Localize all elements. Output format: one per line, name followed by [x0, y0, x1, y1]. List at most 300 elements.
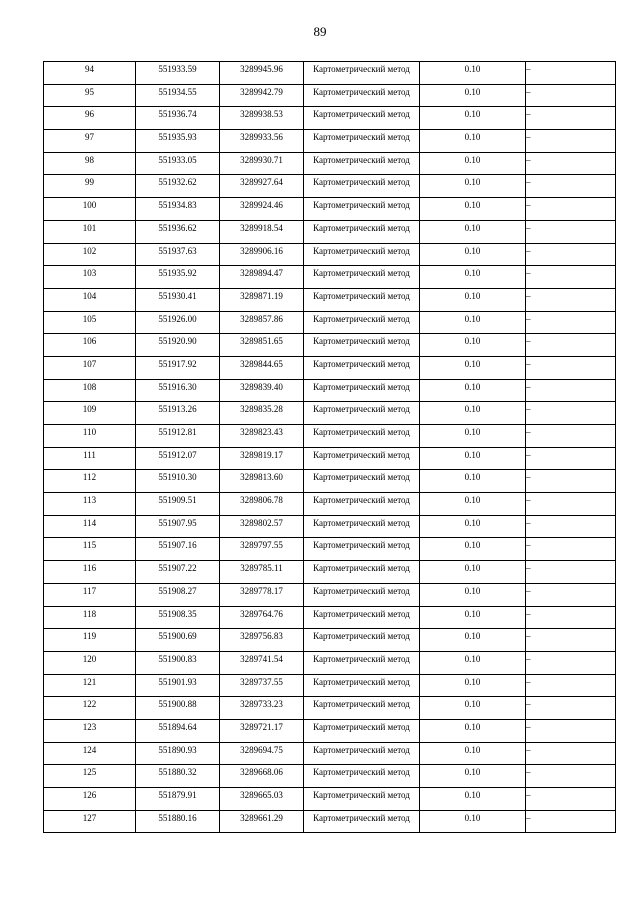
coordinate-x-cell-text: 551890.93 — [158, 744, 197, 755]
method-cell-text: Картометрический метод — [313, 563, 410, 574]
table-row — [44, 402, 616, 425]
table-row — [44, 311, 616, 334]
coordinate-y-cell-text: 3289733.23 — [240, 699, 283, 710]
coordinate-x-cell — [136, 697, 220, 720]
point-number-cell-text: 94 — [85, 64, 94, 74]
coordinate-y-cell-text: 3289665.03 — [240, 790, 283, 800]
coordinate-x-cell — [136, 198, 220, 221]
accuracy-cell-text: 0.10 — [464, 427, 481, 437]
coordinate-y-cell-text: 3289823.43 — [240, 427, 283, 437]
point-number-cell-text: 126 — [82, 790, 97, 800]
point-number-cell — [44, 198, 136, 221]
coordinate-y-cell — [220, 674, 304, 697]
note-cell — [526, 356, 616, 379]
point-number-cell-text: 112 — [82, 472, 97, 483]
accuracy-cell-text: 0.10 — [464, 449, 481, 460]
point-number-cell — [44, 379, 136, 402]
coordinate-x-cell — [136, 356, 220, 379]
table-row — [44, 356, 616, 379]
coordinate-x-cell-text: 551913.26 — [158, 404, 197, 415]
method-cell-text: Картометрический метод — [313, 653, 410, 664]
coordinate-y-cell — [220, 107, 304, 130]
coordinate-x-cell — [136, 425, 220, 448]
method-cell-text: Картометрический метод — [313, 427, 410, 437]
method-cell — [304, 629, 420, 652]
coordinate-y-cell-text: 3289930.71 — [240, 154, 283, 165]
coordinate-x-cell-text: 551910.30 — [158, 472, 197, 483]
method-cell — [304, 198, 420, 221]
accuracy-cell — [420, 788, 526, 811]
point-number-cell-text: 124 — [82, 744, 97, 755]
accuracy-cell-text: 0.10 — [464, 222, 481, 233]
coordinate-x-cell — [136, 629, 220, 652]
method-cell — [304, 742, 420, 765]
coordinate-y-cell — [220, 561, 304, 584]
point-number-cell-text: 115 — [82, 540, 97, 551]
coordinate-y-cell — [220, 810, 304, 833]
coordinate-y-cell — [220, 583, 304, 606]
note-cell — [526, 515, 616, 538]
point-number-cell — [44, 402, 136, 425]
table-row — [44, 697, 616, 720]
coordinate-x-cell-text: 551909.51 — [158, 495, 197, 506]
point-number-cell-text: 101 — [82, 222, 97, 233]
accuracy-cell — [420, 107, 526, 130]
note-cell-text: – — [526, 132, 531, 143]
note-cell-text: – — [526, 790, 531, 800]
point-number-cell-text: 114 — [82, 517, 97, 528]
point-number-cell — [44, 470, 136, 493]
method-cell — [304, 356, 420, 379]
point-number-cell-text: 113 — [82, 495, 97, 506]
table-row — [44, 447, 616, 470]
coordinate-y-cell-text: 3289835.28 — [240, 404, 283, 415]
point-number-cell-text: 125 — [82, 767, 97, 778]
table-row — [44, 538, 616, 561]
accuracy-cell — [420, 674, 526, 697]
coordinate-x-cell-text: 551917.92 — [158, 358, 197, 369]
coordinate-x-cell — [136, 84, 220, 107]
note-cell — [526, 175, 616, 198]
method-cell-text: Картометрический метод — [313, 812, 410, 823]
method-cell-text: Картометрический метод — [313, 631, 410, 642]
coordinate-y-cell — [220, 629, 304, 652]
coordinate-y-cell-text: 3289851.65 — [240, 336, 283, 347]
table-row — [44, 220, 616, 243]
coordinates-table — [43, 61, 616, 833]
note-cell — [526, 561, 616, 584]
accuracy-cell — [420, 629, 526, 652]
coordinate-y-cell-text: 3289924.46 — [240, 200, 283, 211]
method-cell — [304, 152, 420, 175]
point-number-cell-text: 107 — [82, 358, 97, 369]
coordinate-x-cell — [136, 243, 220, 266]
coordinate-x-cell-text: 551912.81 — [158, 427, 197, 437]
coordinate-x-cell-text: 551916.30 — [158, 381, 197, 392]
method-cell-text: Картометрический метод — [313, 336, 410, 347]
coordinate-y-cell-text: 3289721.17 — [240, 721, 283, 732]
method-cell — [304, 515, 420, 538]
point-number-cell-text: 123 — [82, 721, 97, 732]
point-number-cell — [44, 425, 136, 448]
method-cell — [304, 130, 420, 153]
coordinate-x-cell — [136, 788, 220, 811]
coordinate-y-cell — [220, 379, 304, 402]
note-cell — [526, 697, 616, 720]
coordinate-y-cell — [220, 425, 304, 448]
point-number-cell-text: 118 — [82, 608, 97, 619]
method-cell-text: Картометрический метод — [313, 676, 410, 687]
coordinate-y-cell-text: 3289797.55 — [240, 540, 283, 551]
point-number-cell-text: 99 — [85, 177, 94, 188]
coordinate-y-cell-text: 3289942.79 — [240, 86, 283, 97]
coordinate-y-cell-text: 3289918.54 — [240, 222, 283, 233]
table-row — [44, 629, 616, 652]
coordinate-x-cell-text: 551880.32 — [158, 767, 197, 778]
method-cell-text: Картометрический метод — [313, 744, 410, 755]
coordinate-x-cell — [136, 742, 220, 765]
note-cell — [526, 583, 616, 606]
accuracy-cell — [420, 356, 526, 379]
method-cell — [304, 810, 420, 833]
point-number-cell — [44, 810, 136, 833]
point-number-cell — [44, 561, 136, 584]
note-cell — [526, 606, 616, 629]
coordinate-y-cell — [220, 493, 304, 516]
accuracy-cell-text: 0.10 — [464, 495, 481, 506]
point-number-cell-text: 105 — [82, 313, 97, 324]
coordinate-y-cell-text: 3289945.96 — [240, 64, 283, 74]
method-cell — [304, 379, 420, 402]
accuracy-cell — [420, 425, 526, 448]
accuracy-cell — [420, 379, 526, 402]
coordinate-y-cell — [220, 220, 304, 243]
point-number-cell — [44, 651, 136, 674]
accuracy-cell-text: 0.10 — [464, 721, 481, 732]
note-cell — [526, 425, 616, 448]
point-number-cell — [44, 447, 136, 470]
coordinate-x-cell-text: 551930.41 — [158, 290, 197, 301]
method-cell — [304, 334, 420, 357]
point-number-cell-text: 106 — [82, 336, 97, 347]
coordinate-y-cell — [220, 719, 304, 742]
coordinate-y-cell-text: 3289857.86 — [240, 313, 283, 324]
point-number-cell — [44, 356, 136, 379]
method-cell-text: Картометрический метод — [313, 721, 410, 732]
point-number-cell — [44, 515, 136, 538]
coordinate-x-cell — [136, 447, 220, 470]
method-cell-text: Картометрический метод — [313, 608, 410, 619]
note-cell — [526, 402, 616, 425]
accuracy-cell — [420, 62, 526, 85]
accuracy-cell-text: 0.10 — [464, 86, 481, 97]
table-row — [44, 288, 616, 311]
note-cell-text: – — [526, 268, 531, 279]
note-cell — [526, 674, 616, 697]
coordinate-y-cell — [220, 334, 304, 357]
coordinate-x-cell — [136, 651, 220, 674]
method-cell-text: Картометрический метод — [313, 767, 410, 778]
accuracy-cell — [420, 288, 526, 311]
note-cell — [526, 719, 616, 742]
coordinate-y-cell-text: 3289894.47 — [240, 268, 283, 279]
method-cell — [304, 107, 420, 130]
accuracy-cell — [420, 765, 526, 788]
note-cell-text: – — [526, 64, 531, 74]
note-cell-text: – — [526, 290, 531, 301]
method-cell-text: Картометрический метод — [313, 449, 410, 460]
table-row — [44, 470, 616, 493]
method-cell-text: Картометрический метод — [313, 540, 410, 551]
coordinate-x-cell — [136, 515, 220, 538]
point-number-cell — [44, 220, 136, 243]
point-number-cell-text: 111 — [83, 449, 96, 460]
note-cell-text: – — [526, 653, 531, 664]
table-row — [44, 719, 616, 742]
method-cell-text: Картометрический метод — [313, 495, 410, 506]
method-cell-text: Картометрический метод — [313, 290, 410, 301]
table-row — [44, 243, 616, 266]
accuracy-cell-text: 0.10 — [464, 631, 481, 642]
point-number-cell-text: 116 — [82, 563, 97, 574]
accuracy-cell — [420, 220, 526, 243]
note-cell — [526, 470, 616, 493]
coordinate-y-cell — [220, 447, 304, 470]
accuracy-cell — [420, 651, 526, 674]
accuracy-cell — [420, 719, 526, 742]
accuracy-cell — [420, 538, 526, 561]
note-cell-text: – — [526, 540, 531, 551]
coordinate-y-cell — [220, 175, 304, 198]
note-cell-text: – — [526, 699, 531, 710]
coordinate-x-cell — [136, 266, 220, 289]
coordinate-y-cell — [220, 198, 304, 221]
note-cell-text: – — [526, 449, 531, 460]
method-cell-text: Картометрический метод — [313, 472, 410, 483]
method-cell-text: Картометрический метод — [313, 381, 410, 392]
table-row — [44, 107, 616, 130]
coordinate-x-cell-text: 551936.62 — [158, 222, 197, 233]
point-number-cell — [44, 130, 136, 153]
coordinate-x-cell-text: 551908.27 — [158, 585, 197, 596]
coordinate-y-cell-text: 3289927.64 — [240, 177, 283, 188]
coordinate-y-cell-text: 3289933.56 — [240, 132, 283, 143]
accuracy-cell-text: 0.10 — [464, 699, 481, 710]
method-cell-text: Картометрический метод — [313, 404, 410, 415]
coordinate-y-cell-text: 3289819.17 — [240, 449, 283, 460]
coordinate-x-cell-text: 551880.16 — [158, 812, 197, 823]
note-cell-text: – — [526, 744, 531, 755]
method-cell-text: Картометрический метод — [313, 177, 410, 188]
table-row — [44, 175, 616, 198]
note-cell-text: – — [526, 585, 531, 596]
coordinate-y-cell — [220, 152, 304, 175]
coordinate-y-cell-text: 3289938.53 — [240, 109, 283, 120]
note-cell-text: – — [526, 177, 531, 188]
method-cell-text: Картометрический метод — [313, 200, 410, 211]
method-cell — [304, 788, 420, 811]
point-number-cell-text: 109 — [82, 404, 97, 415]
point-number-cell — [44, 62, 136, 85]
coordinate-y-cell — [220, 788, 304, 811]
note-cell-text: – — [526, 245, 531, 256]
point-number-cell — [44, 266, 136, 289]
coordinate-x-cell-text: 551936.74 — [158, 109, 197, 120]
method-cell-text: Картометрический метод — [313, 86, 410, 97]
note-cell-text: – — [526, 154, 531, 165]
method-cell-text: Картометрический метод — [313, 358, 410, 369]
accuracy-cell-text: 0.10 — [464, 676, 481, 687]
coordinate-x-cell — [136, 288, 220, 311]
point-number-cell-text: 117 — [82, 585, 97, 596]
method-cell-text: Картометрический метод — [313, 154, 410, 165]
method-cell-text: Картометрический метод — [313, 585, 410, 596]
point-number-cell — [44, 288, 136, 311]
point-number-cell-text: 97 — [85, 132, 94, 143]
accuracy-cell-text: 0.10 — [464, 653, 481, 664]
point-number-cell-text: 102 — [82, 245, 97, 256]
point-number-cell — [44, 84, 136, 107]
note-cell-text: – — [526, 812, 531, 823]
coordinate-y-cell-text: 3289806.78 — [240, 495, 283, 506]
point-number-cell — [44, 334, 136, 357]
coordinate-x-cell-text: 551937.63 — [158, 245, 197, 256]
coordinate-x-cell — [136, 379, 220, 402]
note-cell-text: – — [526, 404, 531, 415]
accuracy-cell-text: 0.10 — [464, 132, 481, 143]
method-cell — [304, 243, 420, 266]
method-cell — [304, 84, 420, 107]
coordinate-x-cell-text: 551933.05 — [158, 154, 197, 165]
method-cell — [304, 425, 420, 448]
accuracy-cell — [420, 175, 526, 198]
note-cell — [526, 765, 616, 788]
coordinate-y-cell-text: 3289802.57 — [240, 517, 283, 528]
note-cell — [526, 243, 616, 266]
coordinate-y-cell — [220, 243, 304, 266]
accuracy-cell — [420, 130, 526, 153]
coordinate-x-cell-text: 551920.90 — [158, 336, 197, 347]
coordinate-x-cell — [136, 62, 220, 85]
note-cell — [526, 493, 616, 516]
method-cell — [304, 447, 420, 470]
accuracy-cell-text: 0.10 — [464, 245, 481, 256]
accuracy-cell-text: 0.10 — [464, 404, 481, 415]
method-cell-text: Картометрический метод — [313, 222, 410, 233]
note-cell — [526, 152, 616, 175]
coordinate-x-cell — [136, 561, 220, 584]
method-cell — [304, 765, 420, 788]
coordinate-y-cell-text: 3289785.11 — [240, 563, 283, 574]
point-number-cell-text: 120 — [82, 653, 97, 664]
coordinate-x-cell-text: 551900.69 — [158, 631, 197, 642]
accuracy-cell-text: 0.10 — [464, 812, 481, 823]
note-cell-text: – — [526, 200, 531, 211]
point-number-cell — [44, 493, 136, 516]
method-cell-text: Картометрический метод — [313, 313, 410, 324]
method-cell — [304, 719, 420, 742]
accuracy-cell — [420, 561, 526, 584]
point-number-cell-text: 104 — [82, 290, 97, 301]
coordinate-x-cell-text: 551912.07 — [158, 449, 197, 460]
coordinate-y-cell — [220, 765, 304, 788]
coordinate-x-cell-text: 551900.83 — [158, 653, 197, 664]
coordinate-x-cell-text: 551907.95 — [158, 517, 197, 528]
method-cell — [304, 470, 420, 493]
coordinate-x-cell — [136, 493, 220, 516]
coordinate-x-cell — [136, 220, 220, 243]
coordinate-y-cell-text: 3289906.16 — [240, 245, 283, 256]
point-number-cell-text: 95 — [85, 86, 94, 97]
accuracy-cell — [420, 493, 526, 516]
table-row — [44, 742, 616, 765]
note-cell — [526, 810, 616, 833]
coordinate-x-cell-text: 551926.00 — [158, 313, 197, 324]
method-cell — [304, 493, 420, 516]
coordinate-x-cell — [136, 583, 220, 606]
note-cell-text: – — [526, 676, 531, 687]
coordinate-y-cell — [220, 606, 304, 629]
accuracy-cell-text: 0.10 — [464, 154, 481, 165]
table-row — [44, 606, 616, 629]
note-cell-text: – — [526, 358, 531, 369]
point-number-cell-text: 98 — [85, 154, 94, 165]
note-cell-text: – — [526, 427, 531, 437]
coordinate-x-cell — [136, 719, 220, 742]
table-row — [44, 674, 616, 697]
point-number-cell — [44, 697, 136, 720]
coordinate-x-cell — [136, 152, 220, 175]
table-row — [44, 130, 616, 153]
method-cell — [304, 651, 420, 674]
coordinate-y-cell-text: 3289756.83 — [240, 631, 283, 642]
point-number-cell-text: 100 — [82, 200, 97, 211]
coordinate-y-cell-text: 3289764.76 — [240, 608, 283, 619]
method-cell — [304, 175, 420, 198]
accuracy-cell-text: 0.10 — [464, 268, 481, 279]
coordinate-y-cell-text: 3289844.65 — [240, 358, 283, 369]
coordinate-y-cell — [220, 742, 304, 765]
coordinate-y-cell — [220, 311, 304, 334]
accuracy-cell-text: 0.10 — [464, 472, 481, 483]
accuracy-cell — [420, 402, 526, 425]
note-cell — [526, 266, 616, 289]
accuracy-cell-text: 0.10 — [464, 540, 481, 551]
note-cell — [526, 538, 616, 561]
method-cell-text: Картометрический метод — [313, 64, 410, 74]
table-row — [44, 515, 616, 538]
note-cell — [526, 220, 616, 243]
coordinate-x-cell-text: 551935.93 — [158, 132, 197, 143]
accuracy-cell-text: 0.10 — [464, 744, 481, 755]
note-cell — [526, 288, 616, 311]
accuracy-cell-text: 0.10 — [464, 517, 481, 528]
method-cell-text: Картометрический метод — [313, 268, 410, 279]
accuracy-cell-text: 0.10 — [464, 200, 481, 211]
table-row — [44, 334, 616, 357]
coordinate-y-cell-text: 3289839.40 — [240, 381, 283, 392]
accuracy-cell — [420, 84, 526, 107]
method-cell-text: Картометрический метод — [313, 517, 410, 528]
accuracy-cell — [420, 742, 526, 765]
accuracy-cell — [420, 606, 526, 629]
coordinate-x-cell — [136, 606, 220, 629]
note-cell — [526, 84, 616, 107]
coordinate-x-cell-text: 551907.16 — [158, 540, 197, 551]
accuracy-cell-text: 0.10 — [464, 64, 481, 74]
method-cell-text: Картометрический метод — [313, 245, 410, 256]
note-cell — [526, 651, 616, 674]
